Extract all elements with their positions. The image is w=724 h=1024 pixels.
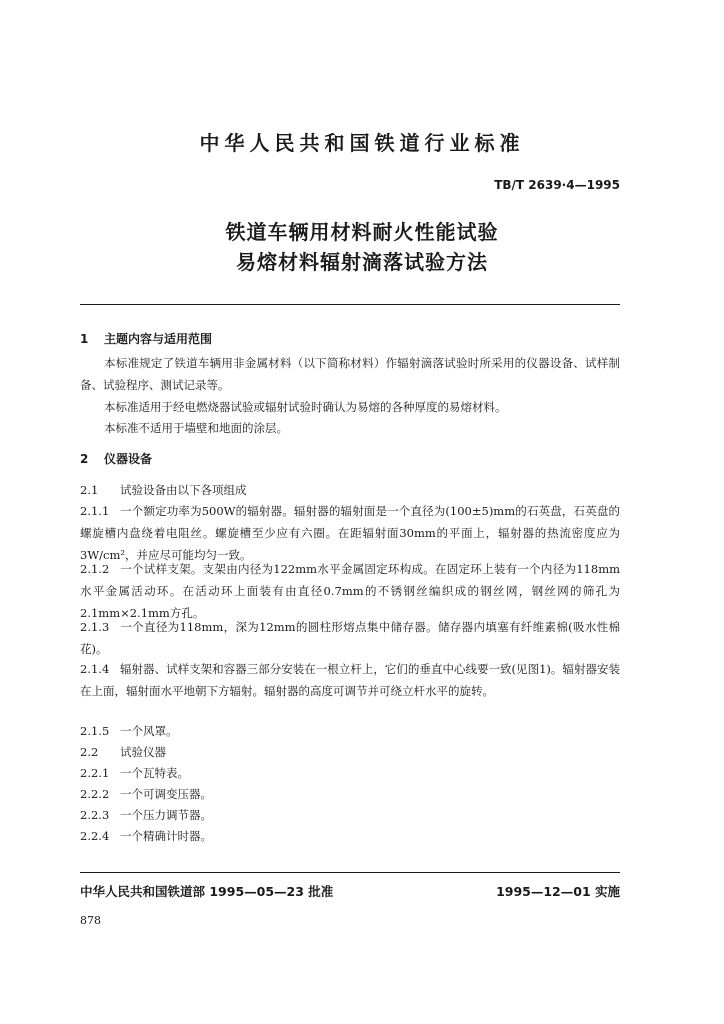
clause-2-2-1 (80, 762, 620, 784)
page-number: 878 (80, 914, 101, 927)
clause-2-1-3 (80, 616, 620, 660)
doc-title-line2: 易熔材料辐射滴落试验方法 (236, 250, 488, 274)
clause-number: 2.1.1 (80, 504, 110, 518)
bottom-divider (80, 872, 620, 873)
doc-title-line1: 铁道车辆用材料耐火性能试验 (225, 220, 499, 244)
section-2-heading (80, 448, 620, 470)
clause-text: 一个瓦特表。 (120, 766, 189, 780)
clause-text: 试验设备由以下各项组成 (120, 483, 247, 497)
clause-number: 2.2.1 (80, 766, 110, 780)
clause-number: 2.2.3 (80, 808, 110, 822)
clause-number: 2.2.2 (80, 787, 110, 801)
section-1-paragraph-3: 本标准不适用于墙壁和地面的涂层。 (104, 421, 288, 435)
clause-text: 一个可调变压器。 (120, 787, 212, 801)
clause-2-2-3 (80, 804, 620, 826)
clause-text: 辐射器、试样支架和容器三部分安装在一根立杆上，它们的垂直中心线要一致(见图1)。辐射器安装在上面，辐射面水平地朝下方辐射。辐射器的高度可调节并可绕立杆水平的旋转。 (80, 662, 620, 698)
section-1-paragraph-1: 本标准规定了铁道车辆用非金属材料（以下简称材料）作辐射滴落试验时所采用的仪器设备、试样制备、试验程序、测试记录等。 (80, 356, 620, 392)
clause-2-1-5 (80, 720, 620, 742)
clause-text: 一个精确计时器。 (120, 829, 212, 843)
clause-2-1-4 (80, 658, 620, 702)
clause-text: 试验仪器 (120, 745, 166, 759)
clause-2-1 (80, 479, 620, 501)
clause-number: 2.2.4 (80, 829, 110, 843)
clause-text: 一个直径为118mm，深为12mm的圆柱形熔点集中储存器。储存器内填塞有纤维素棉(吸水性棉花)。 (80, 620, 620, 656)
clause-text: 一个试样支架。支架由内径为122mm水平金属固定环构成。在固定环上装有一个内径为118mm水平金属活动环。在活动环上面装有由直径0.7mm的不锈钢丝编织成的钢丝网，钢丝网的筛孔为2.1mm×2.1mm方孔。 (80, 562, 620, 620)
clause-text: 一个额定功率为500W的辐射器。辐射器的辐射面是一个直径为(100±5)mm的石英盘，石英盘的螺旋槽内盘绕着电阻丝。螺旋槽至少应有六圈。在距辐射面30mm的平面上，辐射器的热流密度应为3W/cm²，并应尽可能均匀一致。 (80, 504, 620, 562)
section-title: 仪器设备 (104, 452, 153, 466)
section-1-paragraph-2: 本标准适用于经电燃烧器试验或辐射试验时确认为易熔的各种厚度的易熔材料。 (104, 400, 507, 414)
section-title: 主题内容与适用范围 (104, 332, 213, 346)
clause-2-2-2 (80, 783, 620, 805)
clause-text: 一个压力调节器。 (120, 808, 212, 822)
effective-date: 1995—12—01 实施 (496, 884, 620, 899)
top-divider (80, 304, 620, 305)
org-title: 中华人民共和国铁道行业标准 (199, 131, 525, 155)
clause-number: 2.1.2 (80, 562, 110, 576)
clause-2-1-2 (80, 558, 620, 624)
clause-number: 2.1.4 (80, 662, 110, 676)
clause-text: 一个风罩。 (120, 724, 178, 738)
clause-2-1-1 (80, 500, 620, 566)
section-number: 2 (80, 452, 89, 466)
section-1-heading (80, 328, 620, 350)
clause-number: 2.2 (80, 745, 99, 759)
issue-statement: 中华人民共和国铁道部 1995—05—23 批准 (80, 884, 334, 899)
clause-2-2 (80, 741, 620, 763)
section-number: 1 (80, 332, 89, 346)
clause-2-2-4 (80, 825, 620, 847)
clause-number: 2.1.5 (80, 724, 110, 738)
clause-number: 2.1.3 (80, 620, 110, 634)
clause-number: 2.1 (80, 483, 99, 497)
standard-code: TB/T 2639·4—1995 (494, 178, 620, 192)
